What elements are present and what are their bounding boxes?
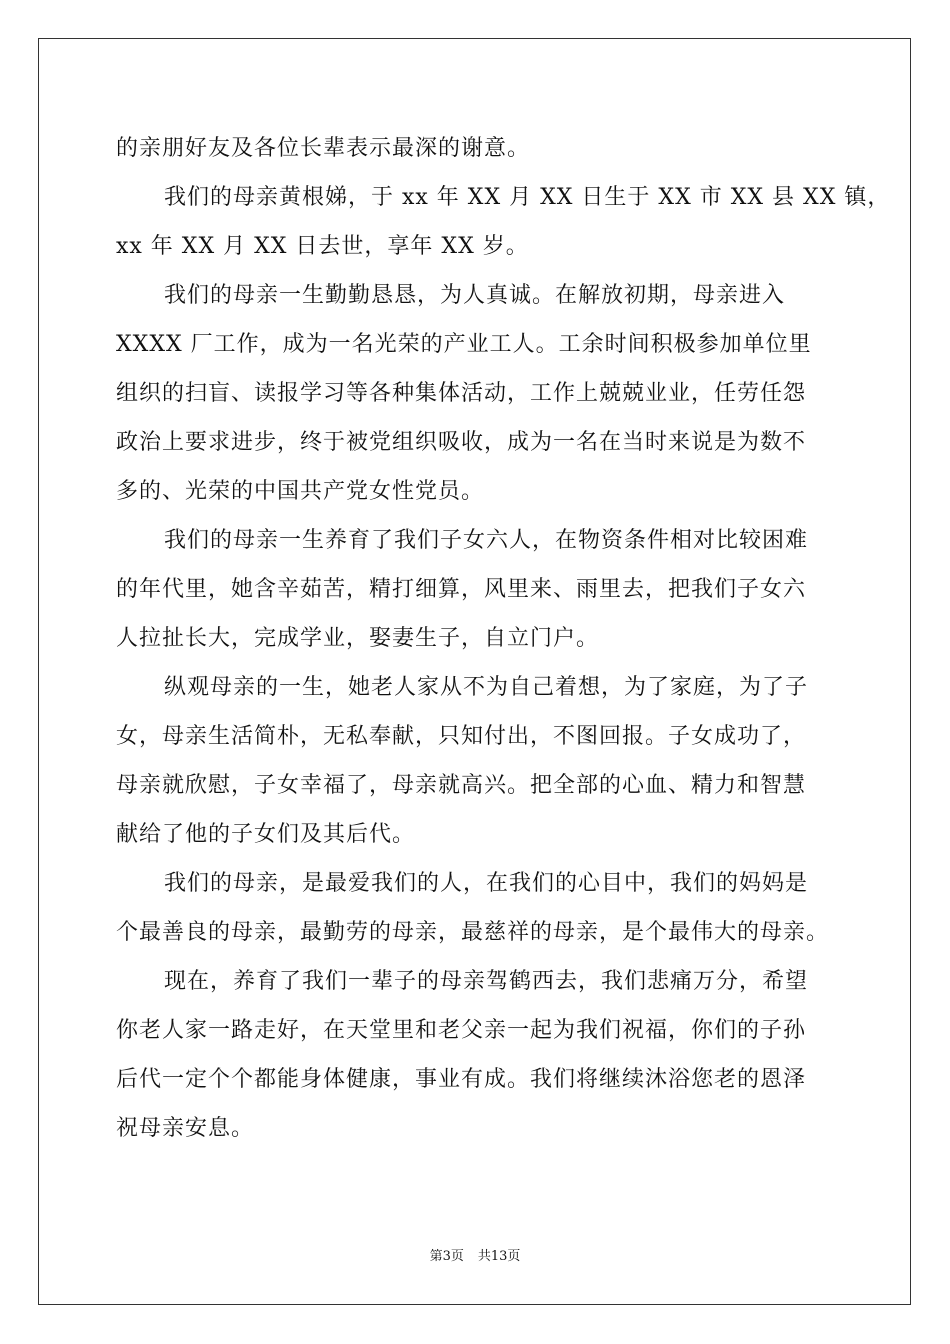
text-line: 组织的扫盲、读报学习等各种集体活动，工作上兢兢业业，任劳任怨 xyxy=(116,381,807,406)
paragraph-start-line: 我们的母亲一生养育了我们子女六人，在物资条件相对比较困难 xyxy=(164,528,809,553)
text-line: 后代一定个个都能身体健康，事业有成。我们将继续沐浴您老的恩泽 xyxy=(116,1067,807,1092)
text-line: xx 年 XX 月 XX 日去世，享年 XX 岁。 xyxy=(116,234,529,259)
text-line: 的年代里，她含辛茹苦，精打细算，风里来、雨里去，把我们子女六 xyxy=(116,577,807,602)
page-total: 共13页 xyxy=(477,1249,521,1264)
paragraph-start-line: 现在，养育了我们一辈子的母亲驾鹤西去，我们悲痛万分，希望 xyxy=(164,969,809,994)
page-footer xyxy=(0,1248,950,1266)
text-line: 个最善良的母亲，最勤劳的母亲，最慈祥的母亲，是个最伟大的母亲。 xyxy=(116,920,830,945)
paragraph-start-line: 我们的母亲，是最爱我们的人，在我们的心目中，我们的妈妈是 xyxy=(164,871,809,896)
page-number: 第3页 xyxy=(429,1249,464,1264)
text-line: 你老人家一路走好，在天堂里和老父亲一起为我们祝福，你们的子孙 xyxy=(116,1018,807,1043)
text-line: 的亲朋好友及各位长辈表示最深的谢意。 xyxy=(116,136,531,161)
text-line: XXXX 厂工作，成为一名光荣的产业工人。工余时间积极参加单位里 xyxy=(116,332,812,357)
text-line: 政治上要求进步，终于被党组织吸收，成为一名在当时来说是为数不 xyxy=(116,430,807,455)
paragraph-start-line: 我们的母亲一生勤勤恳恳，为人真诚。在解放初期，母亲进入 xyxy=(164,283,786,308)
document-body xyxy=(116,124,891,1153)
text-line: 多的、光荣的中国共产党女性党员。 xyxy=(116,479,485,504)
text-line: 人拉扯长大，完成学业，娶妻生子，自立门户。 xyxy=(116,626,600,651)
paragraph-start-line: 我们的母亲黄根娣，于 xx 年 XX 月 XX 日生于 XX 市 XX 县 XX 镇， xyxy=(164,185,891,210)
paragraph-start-line: 纵观母亲的一生，她老人家从不为自己着想，为了家庭，为了子 xyxy=(164,675,809,700)
text-line: 祝母亲安息。 xyxy=(116,1116,255,1141)
text-line: 母亲就欣慰，子女幸福了，母亲就高兴。把全部的心血、精力和智慧 xyxy=(116,773,807,798)
text-line: 献给了他的子女们及其后代。 xyxy=(116,822,416,847)
text-line: 女，母亲生活简朴，无私奉献，只知付出，不图回报。子女成功了， xyxy=(116,724,807,749)
